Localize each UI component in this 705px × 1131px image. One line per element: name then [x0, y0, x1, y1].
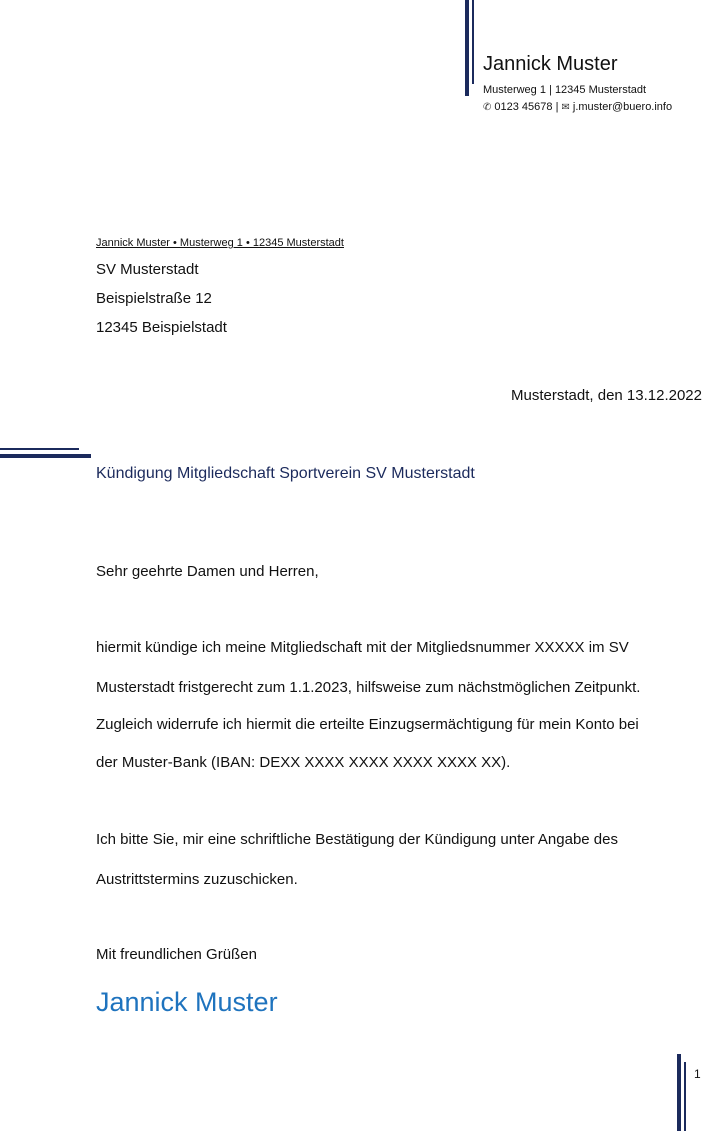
paragraph2-line1: Ich bitte Sie, mir eine schriftliche Bestätigung der Kündigung unter Angabe des: [96, 831, 618, 848]
return-address-line: Jannick Muster • Musterweg 1 • 12345 Musterstadt: [96, 237, 344, 249]
paragraph1-line3: Zugleich widerrufe ich hiermit die erteilte Einzugsermächtigung für mein Konto bei: [96, 716, 639, 733]
recipient-name: SV Musterstadt: [96, 261, 199, 278]
recipient-street: Beispielstraße 12: [96, 290, 212, 307]
paragraph1-line2: Musterstadt fristgerecht zum 1.1.2023, hilfsweise zum nächstmöglichen Zeitpunkt.: [96, 679, 641, 696]
signature: Jannick Muster: [96, 987, 278, 1017]
sender-name: Jannick Muster: [483, 53, 618, 75]
salutation: Sehr geehrte Damen und Herren,: [96, 563, 319, 580]
footer-bar-left: [677, 1054, 681, 1131]
letter-date: Musterstadt, den 13.12.2022: [511, 387, 702, 404]
phone-icon: ✆: [483, 102, 492, 113]
recipient-city: 12345 Beispielstadt: [96, 319, 227, 336]
mail-icon: ✉: [561, 102, 570, 113]
paragraph2-line2: Austrittstermins zuzuschicken.: [96, 871, 298, 888]
subject-bar-bottom: [0, 454, 91, 458]
sender-address: Musterweg 1 | 12345 Musterstadt: [483, 84, 647, 96]
letter-subject: Kündigung Mitgliedschaft Sportverein SV Musterstadt: [96, 465, 475, 482]
paragraph1-line1: hiermit kündige ich meine Mitgliedschaft mit der Mitgliedsnummer XXXXX im SV: [96, 639, 629, 656]
sender-phone: 0123 45678: [494, 101, 553, 113]
sender-contact: [483, 101, 672, 113]
header-bar-left: [465, 0, 469, 96]
paragraph1-line4: der Muster-Bank (IBAN: DEXX XXXX XXXX XXXX XXXX XX).: [96, 754, 511, 771]
subject-bar-top: [0, 448, 79, 450]
footer-bar-right: [684, 1062, 686, 1131]
contact-separator: |: [555, 101, 559, 113]
page-number: 1: [694, 1067, 701, 1081]
header-bar-right: [472, 0, 474, 84]
sender-email: j.muster@buero.info: [572, 101, 673, 113]
closing: Mit freundlichen Grüßen: [96, 946, 257, 963]
